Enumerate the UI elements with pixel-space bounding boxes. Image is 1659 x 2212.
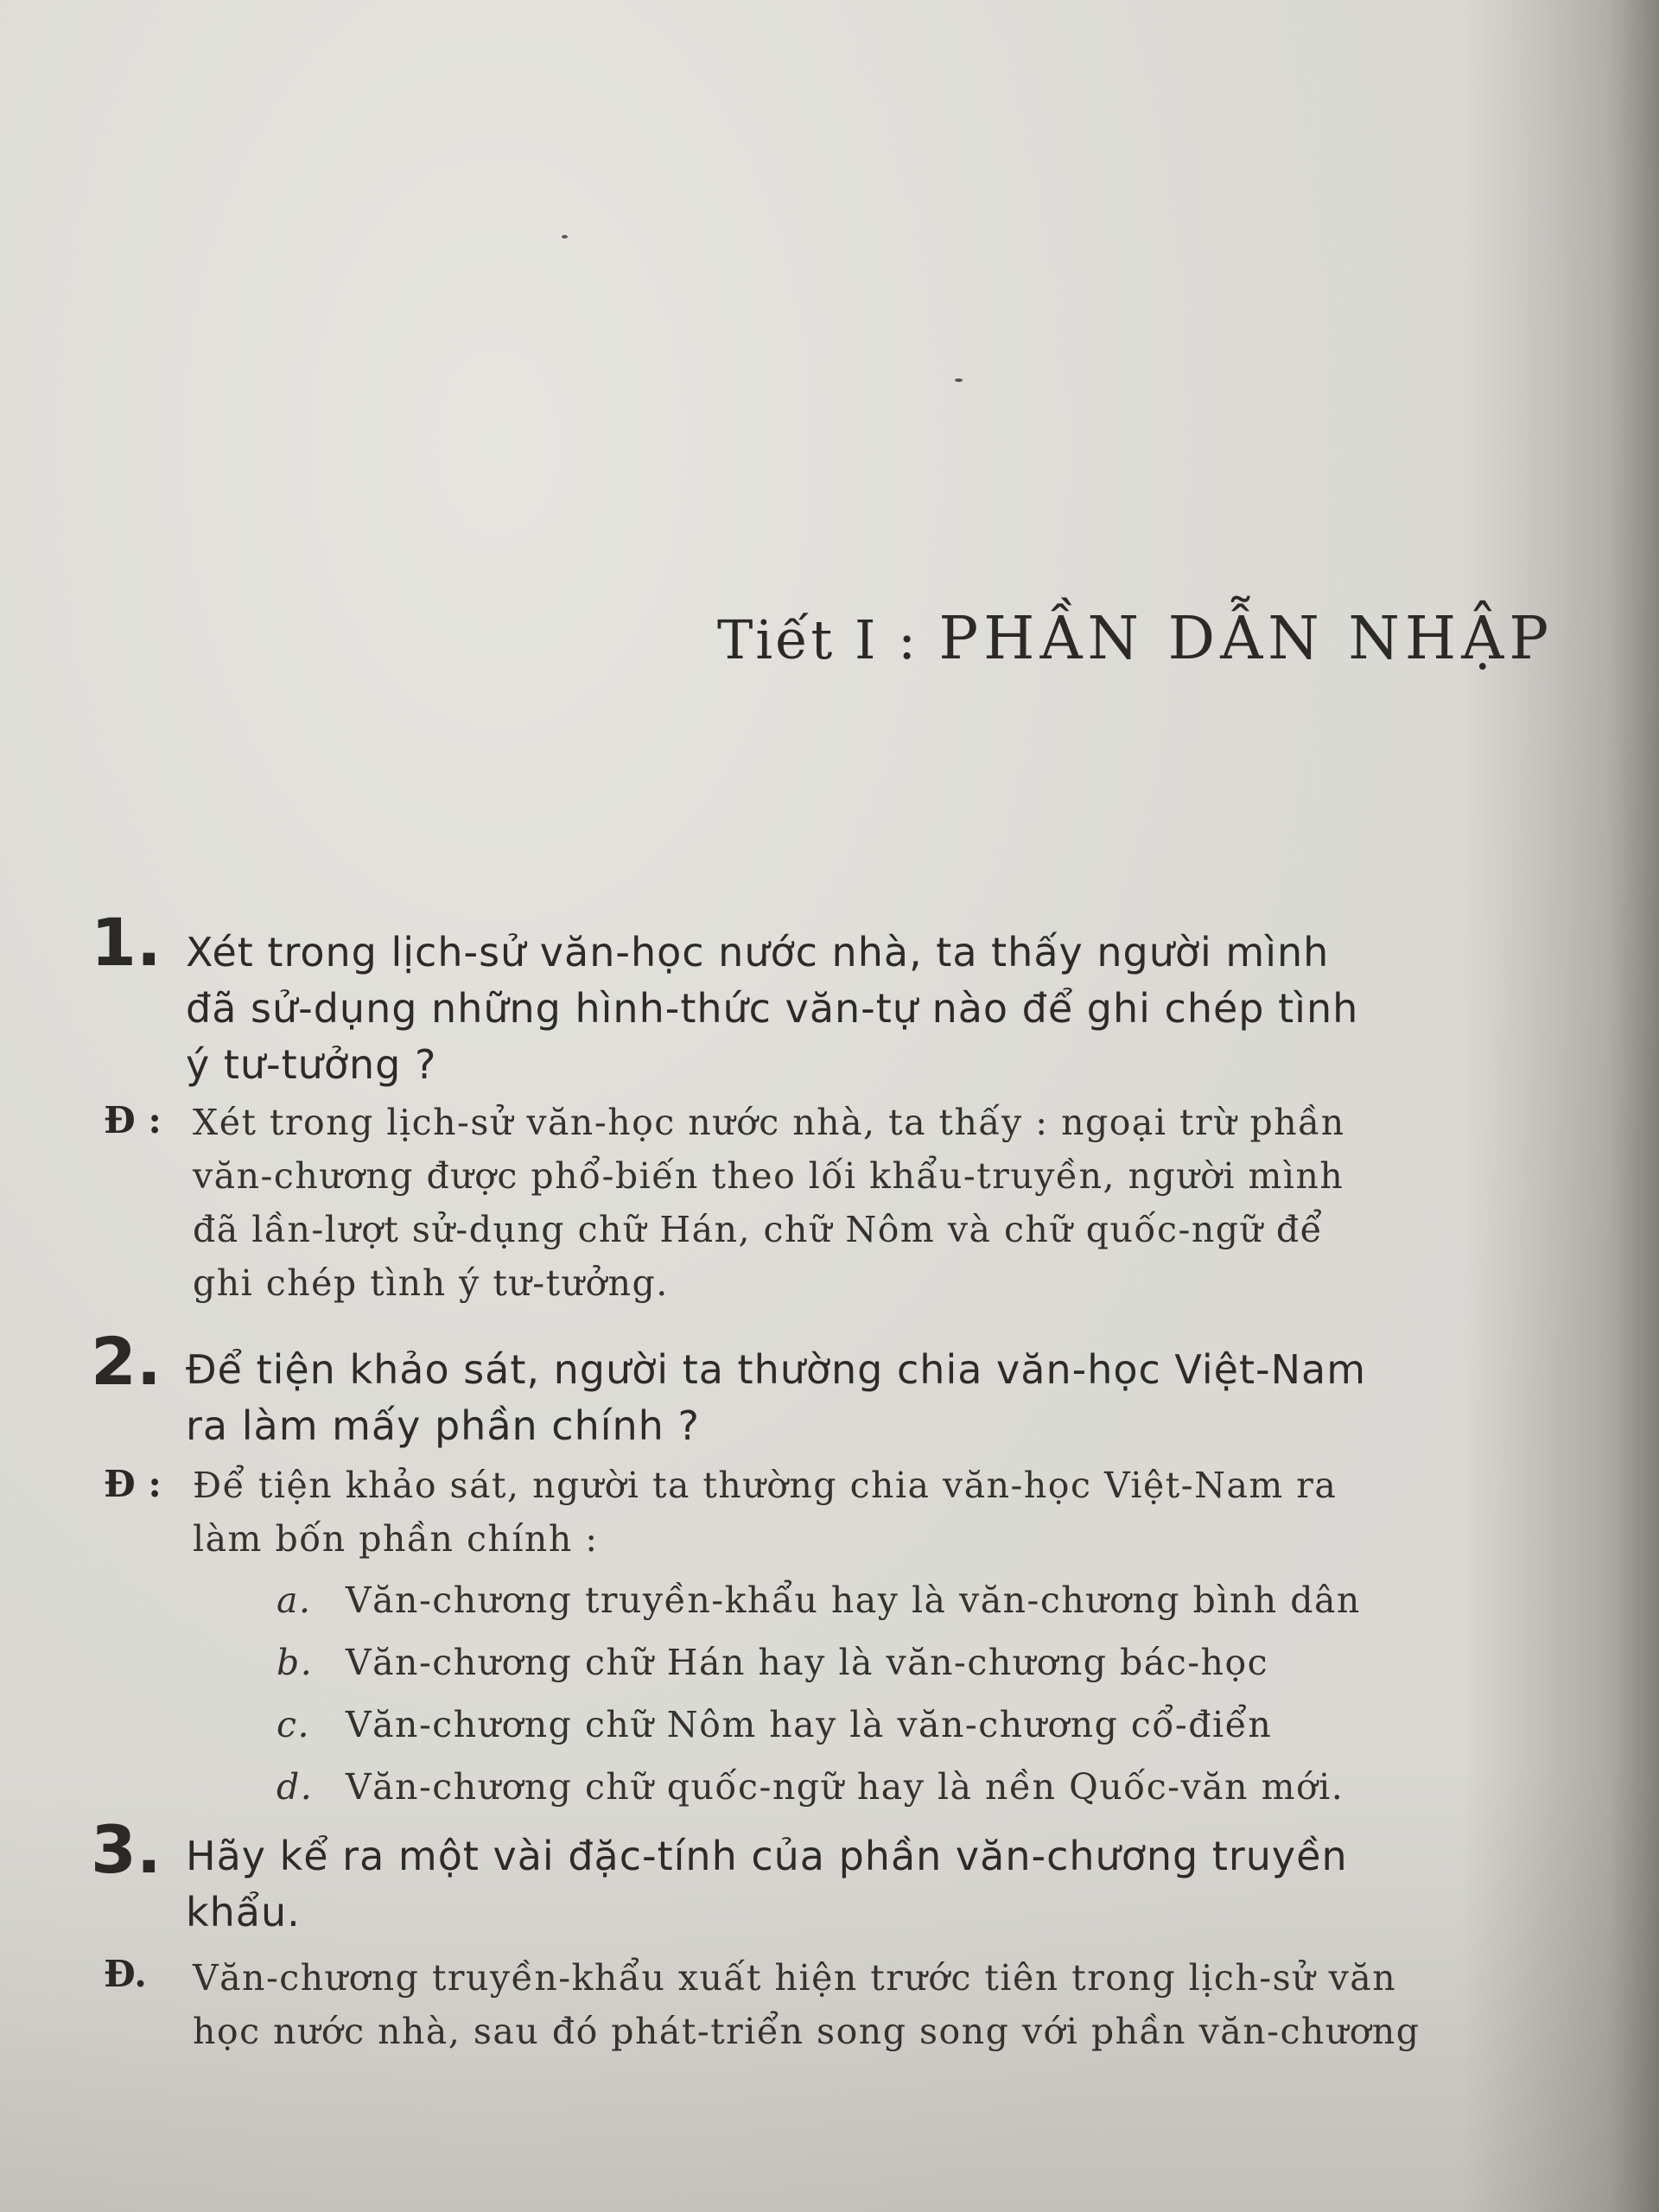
list-item-letter: c. [276, 1704, 310, 1745]
question-number: 3. [91, 1811, 162, 1888]
chapter-heading [717, 605, 1554, 673]
list-item-letter: b. [276, 1642, 314, 1683]
answer-line: đã lần-lượt sử-dụng chữ Hán, chữ Nôm và chữ quốc-ngữ để [193, 1209, 1324, 1250]
answer-text [193, 1951, 1558, 2058]
question-number: 2. [91, 1323, 162, 1400]
paper-speck [562, 235, 568, 238]
chapter-title: PHẦN DẪN NHẬP [938, 605, 1554, 673]
question-text [186, 925, 1568, 1093]
question-line: khẩu. [186, 1889, 301, 1936]
answer-line: làm bốn phần chính : [193, 1518, 599, 1560]
answer-line: học nước nhà, sau đó phát-triển song song với phần văn-chương [193, 2011, 1421, 2052]
question-line: đã sử-dụng những hình-thức văn-tự nào để ghi chép tình [186, 985, 1359, 1032]
answer-line: Văn-chương truyền-khẩu xuất hiện trước tiên trong lịch-sử văn [193, 1957, 1397, 1999]
answer-line: Xét trong lịch-sử văn-học nước nhà, ta thấy : ngoại trừ phần [193, 1102, 1345, 1143]
answer-line: văn-chương được phổ-biến theo lối khẩu-truyền, người mình [193, 1155, 1344, 1197]
list-item-text: Văn-chương chữ Hán hay là văn-chương bác-học [346, 1642, 1269, 1683]
chapter-prefix: Tiết I : [717, 608, 919, 671]
answer-line: Để tiện khảo sát, người ta thường chia văn-học Việt-Nam ra [193, 1465, 1338, 1506]
list-item [276, 1766, 1573, 1808]
answer-label: Đ : [104, 1463, 162, 1505]
question-line: Xét trong lịch-sử văn-học nước nhà, ta thấy người mình [186, 929, 1330, 976]
list-item-letter: d. [276, 1766, 314, 1808]
list-item [276, 1642, 1573, 1683]
answer-text [193, 1459, 1558, 1566]
list-item-text: Văn-chương truyền-khẩu hay là văn-chương bình dân [346, 1580, 1361, 1621]
answer-label: Đ. [104, 1953, 147, 1995]
question-line: Hãy kể ra một vài đặc-tính của phần văn-chương truyền [186, 1833, 1348, 1879]
answer-label: Đ : [104, 1099, 162, 1141]
list-item-text: Văn-chương chữ quốc-ngữ hay là nền Quốc-văn mới. [346, 1766, 1344, 1808]
list-item-letter: a. [276, 1580, 312, 1621]
paper-speck [955, 378, 963, 382]
question-text [186, 1828, 1568, 1941]
question-line: ra làm mấy phần chính ? [186, 1402, 700, 1449]
list-item [276, 1704, 1573, 1745]
question-line: ý tư-tưởng ? [186, 1041, 437, 1088]
answer-line: ghi chép tình ý tư-tưởng. [193, 1262, 669, 1304]
question-text [186, 1342, 1568, 1454]
list-item-text: Văn-chương chữ Nôm hay là văn-chương cổ-điển [346, 1704, 1273, 1745]
question-line: Để tiện khảo sát, người ta thường chia văn-học Việt-Nam [186, 1346, 1366, 1393]
question-number: 1. [91, 904, 162, 981]
list-item [276, 1580, 1573, 1621]
answer-text [193, 1096, 1558, 1310]
